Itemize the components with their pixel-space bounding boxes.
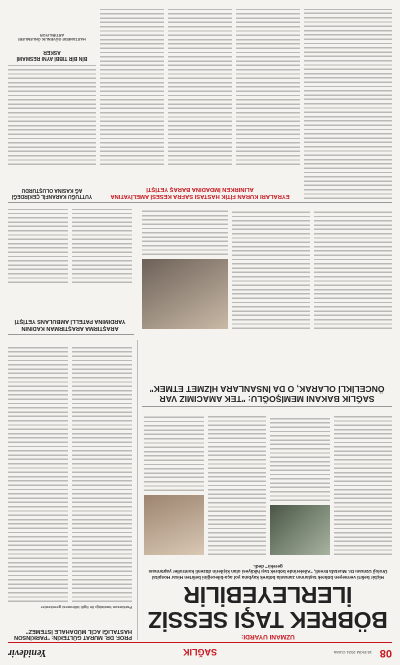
middle-text-3	[100, 9, 164, 165]
main-body-col-3	[208, 415, 266, 555]
section-rule-1	[142, 406, 392, 407]
main-kicker: UZMANI UYARDI:	[241, 633, 295, 640]
left-story-text-3	[142, 209, 228, 255]
middle-story	[100, 169, 300, 199]
column-story-headline: PROF. DR. MURAT GÜLTEKİN: "PARKİNSON HASTALIĞI ACİL MÜDAHALE İSTEMEZ"	[14, 627, 132, 640]
main-body-col-2	[270, 415, 330, 501]
bottom-story	[8, 9, 96, 61]
story-photo	[270, 505, 330, 555]
bottom-story-sub: HASTANEDE GÜVENLİK ÖNLEMLERİ ARTIRILIYOR	[18, 33, 86, 41]
left-story-text-2	[232, 209, 310, 329]
side-story	[8, 169, 96, 199]
column-story	[8, 340, 132, 640]
main-body-col-4	[144, 415, 204, 491]
issue-date: 18 EKİM 2024 CUMA	[333, 650, 372, 655]
bottom-story-headline: BİN BİR TIBBİ AYNI RESMAMİ ASKER	[16, 49, 88, 61]
side-text	[8, 65, 96, 165]
minister-photo	[142, 259, 228, 329]
right-story-text-2	[8, 209, 68, 283]
column-story-text-2	[8, 344, 68, 602]
main-headline-line1: BÖBREK TAŞI SESSİZ	[148, 607, 388, 633]
newspaper-logo: Yenidevir	[8, 647, 47, 658]
main-headline-line2: İLERLEYEBİLİR	[183, 582, 353, 608]
left-story	[142, 333, 392, 403]
left-story-headline: SAĞLIK BAKANI MEMİŞOĞLU: "TEK AMACIMIZ VAR ÖNCELİKLİ OLARAK, O DA İNSANLARA HİZMET ETMEK"	[149, 384, 385, 404]
column-story-text-1	[72, 344, 132, 602]
left-story-text-1	[314, 209, 392, 329]
right-story-headline: ARAŞTIRMA ARAŞTIRMAN KADININ YARDIMINA PATELLİ AMBULANS YETİŞTİ	[14, 318, 126, 331]
right-story-text-1	[72, 209, 132, 283]
masthead-rule	[8, 642, 392, 643]
middle-story-headline: EYRALARI KURAN FİTİK HASTASI SAFRA KESESİ AMELİYATINA ALINIRKEN İMDADINA BARAŞ YETİŞTİ	[110, 186, 290, 199]
middle-text-2	[168, 9, 232, 165]
page-number: 08	[379, 647, 392, 659]
doctor-photo	[144, 495, 204, 555]
bottom-left-text	[304, 9, 392, 199]
section-title: SAĞLIK	[182, 647, 217, 657]
masthead	[8, 645, 392, 659]
main-body-col-1	[334, 415, 392, 555]
main-deck: Hiçbir belirti vermeyen böbrek taşlarının zamanla böbrek kaybına yol aça-bileceğini belirten Hisar Hospital Üroloji Uzmanı Dr. Mustafa Erenli, "Ailelerinde böbrek taşı hikâyesi olan kişilerin düzenli kontroller yaptırması gerekir" dedi.	[148, 563, 388, 580]
column-divider	[137, 340, 138, 640]
section-rule-3	[8, 202, 392, 203]
side-story-headline: YUTTUĞU KARANFİL ÇEKİRDEĞİ AĞ KASINA OLUŞTURDU	[11, 187, 93, 199]
column-story-subtitle: Parkinson hastalığı ile ilgili bilinmesi gerekenler	[40, 605, 132, 610]
middle-text-1	[236, 9, 300, 165]
section-rule-2	[8, 334, 134, 335]
right-story	[8, 287, 132, 331]
main-headline-block	[144, 560, 392, 640]
